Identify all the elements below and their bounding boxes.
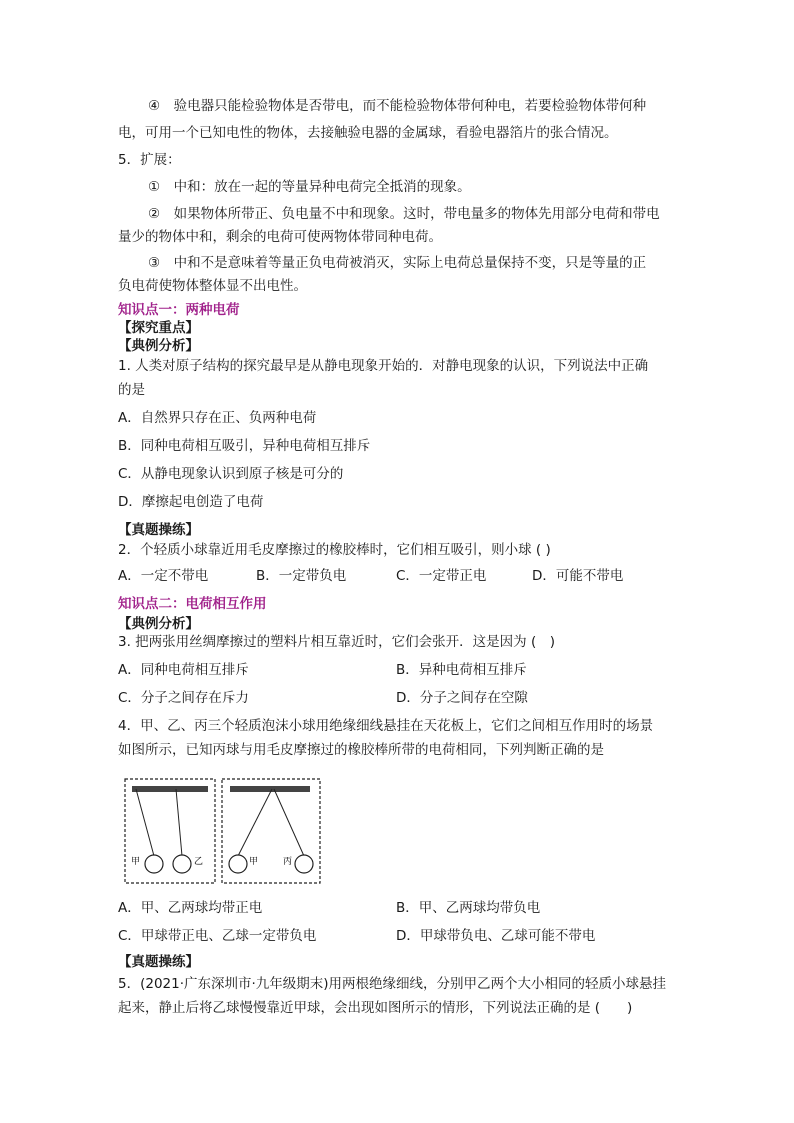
q4-figure [124,778,324,892]
left-panel-ceiling [132,786,208,792]
left-ball-jia [145,855,163,873]
q4-option-b: B．甲、乙两球均带负电 [396,900,541,916]
q3-option-b: B．异种电荷相互排斥 [396,662,527,678]
left-thread-yi [176,789,182,856]
q3-stem: 3. 把两张用丝绸摩擦过的塑料片相互靠近时，它们会张开．这是因为 ( ) [118,634,555,650]
intro-p5-item2-line1: ② 如果物体所带正、负电量不中和现象。这时，带电量多的物体先用部分电荷和带电 [148,206,660,222]
q4-option-d: D．甲球带负电、乙球可能不带电 [396,928,596,944]
section1-tag-example: 【典例分析】 [118,338,199,354]
intro-p5-title: 5．扩展： [118,152,181,168]
intro-p4-line1: ④ 验电器只能检验物体是否带电，而不能检验物体带何种电，若要检验物体带何种 [148,98,647,114]
section1-tag-explore: 【探究重点】 [118,320,199,336]
section1-tag-practice: 【真题操练】 [118,522,199,538]
label-bing: 丙 [283,857,293,867]
left-ball-yi [173,855,191,873]
q4-option-c: C．甲球带正电、乙球一定带负电 [118,928,317,944]
q3-option-d: D．分子之间存在空隙 [396,690,528,706]
q1-option-c: C．从静电现象认识到原子核是可分的 [118,466,344,482]
section1-heading: 知识点一：两种电荷 [118,302,240,318]
label-jia-right: 甲 [249,857,259,867]
q2-option-c: C．一定带正电 [396,568,487,584]
q2-option-b: B．一定带负电 [256,568,347,584]
right-thread-jia [238,789,272,856]
q1-option-d: D．摩擦起电创造了电荷 [118,494,264,510]
right-thread-bing [274,789,304,856]
section2-tag-example: 【典例分析】 [118,616,199,632]
label-jia-left: 甲 [131,857,141,867]
q4-stem-line1: 4．甲、乙、丙三个轻质泡沫小球用绝缘细线悬挂在天花板上，它们之间相互作用时的场景 [118,718,654,734]
q2-option-d: D．可能不带电 [532,568,624,584]
label-yi: 乙 [194,857,204,867]
section2-tag-practice: 【真题操练】 [118,954,199,970]
intro-p5-item1: ① 中和：放在一起的等量异种电荷完全抵消的现象。 [148,179,471,195]
q1-option-a: A．自然界只存在正、负两种电荷 [118,410,317,426]
q3-option-a: A．同种电荷相互排斥 [118,662,249,678]
q4-option-a: A．甲、乙两球均带正电 [118,900,263,916]
left-panel-frame [125,779,215,883]
intro-p4-line2: 电，可用一个已知电性的物体，去接触验电器的金属球，看验电器箔片的张合情况。 [118,125,618,141]
right-panel-ceiling [230,786,310,792]
intro-p5-item3-line2: 负电荷使物体整体显不出电性。 [118,278,307,294]
q4-figure-svg [124,778,324,888]
section2-heading: 知识点二：电荷相互作用 [118,596,267,612]
intro-p5-item3-line1: ③ 中和不是意味着等量正负电荷被消灭，实际上电荷总量保持不变，只是等量的正 [148,255,647,271]
q5-stem-line2: 起来，静止后将乙球慢慢靠近甲球，会出现如图所示的情形，下列说法正确的是 ( ) [118,1000,633,1016]
q3-option-c: C．分子之间存在斥力 [118,690,249,706]
q1-stem-line2: 的是 [118,382,145,398]
q5-stem-line1: 5．(2021·广东深圳市·九年级期末)用两根绝缘细线，分别甲乙两个大小相同的轻质小球悬挂 [118,976,667,992]
q2-option-a: A．一定不带电 [118,568,209,584]
right-ball-bing [295,855,313,873]
q1-option-b: B．同种电荷相互吸引，异种电荷相互排斥 [118,438,371,454]
left-thread-jia [136,789,154,856]
intro-p5-item2-line2: 量少的物体中和，剩余的电荷可使两物体带同种电荷。 [118,229,442,245]
right-ball-jia [229,855,247,873]
q4-stem-line2: 如图所示，已知丙球与用毛皮摩擦过的橡胶棒所带的电荷相同，下列判断正确的是 [118,742,604,758]
q2-stem: 2．个轻质小球靠近用毛皮摩擦过的橡胶棒时，它们相互吸引，则小球 ( ) [118,542,551,558]
q1-stem-line1: 1. 人类对原子结构的探究最早是从静电现象开始的．对静电现象的认识，下列说法中正确 [118,358,649,374]
